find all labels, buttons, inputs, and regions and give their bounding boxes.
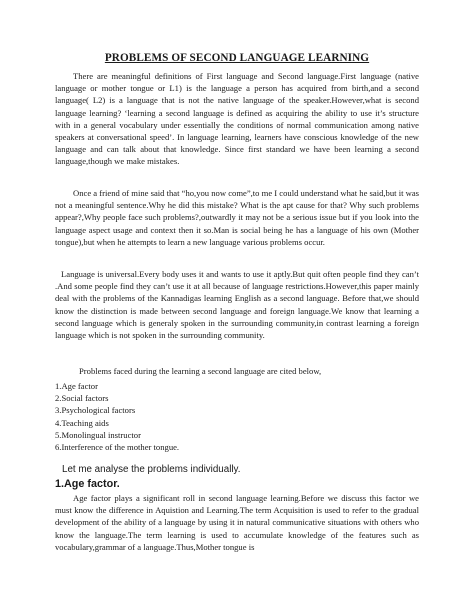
list-item: 4.Teaching aids [55, 417, 109, 428]
factors-list [55, 380, 179, 453]
paragraph-problems-intro: Problems faced during the learning a second language are cited below, [79, 366, 322, 376]
page-title: PROBLEMS OF SECOND LANGUAGE LEARNING [104, 52, 370, 64]
list-item: 1.Age factor [55, 381, 98, 391]
analyse-line: Let me analyse the problems individually. [62, 464, 241, 475]
section-heading: 1.Age factor. [55, 478, 120, 490]
list-item: 6.Interference of the mother tongue. [55, 442, 180, 453]
list-item: 3.Psychological factors [55, 405, 136, 416]
paragraph-age-factor: Age factor plays a significant roll in second language learning.Before we discuss this factor we must know the difference in Aquistion and Learning.The term Acquisition is used to refer to the gradual development of the ability of a language by using it in natural communicative situations with others who know the language.The term learning is used to accumulate knowledge of the features such as vocabulary,grammar of a language.Thus,Mother tongue is [55, 493, 419, 552]
list-item: 2.Social factors [55, 393, 109, 404]
paragraph-language-universal: Language is universal.Every body uses it and wants to use it aptly.But quit often people find they can’t .And some people find they can’t use it at all because of language restrictions.However,this paper mainly deal with the problems of the Kannadigas learning English as a second language. Before that,we should know the distinction is made between second language and foreign language.We know that learning a second language which is generaly spoken in the surrounding community,in contrast learning a foreign language which is not spoken in the surrounding community. [55, 269, 419, 341]
list-item: 5.Monolingual instructor [55, 429, 141, 440]
paragraph-definitions: There are meaningful definitions of First language and Second language.First language (native language or mother tongue or L1) is the language a person has acquired from birth,and a second language( L2) is a language that is not the native language of the speaker.However,what is second language learning? ‘learning a second language is defined as acquiring the ability to use it’s structure with in a general vocabulary under essentially the conditions of normal communication among native speakers at conversational speed’. In language learning, learners have conscious knowledge of the new language and can talk about that knowledge. Since first standard we have been learning a second language,though we make mistakes. [55, 71, 419, 167]
paragraph-friend-example: Once a friend of mine said that “ho,you now come”,to me I could understand what he said,but it was not a meaningful sentence.Why he did this mistake? What is the apt cause for that? Why such problems appear?,Why people face such problems?,outwardly it may not be a serious issue but if you look into the language aspect usage and context then it so.Man is social being he has a language of his own (Mother tongue),but when he attempts to learn a new language various problems occur. [55, 188, 419, 247]
